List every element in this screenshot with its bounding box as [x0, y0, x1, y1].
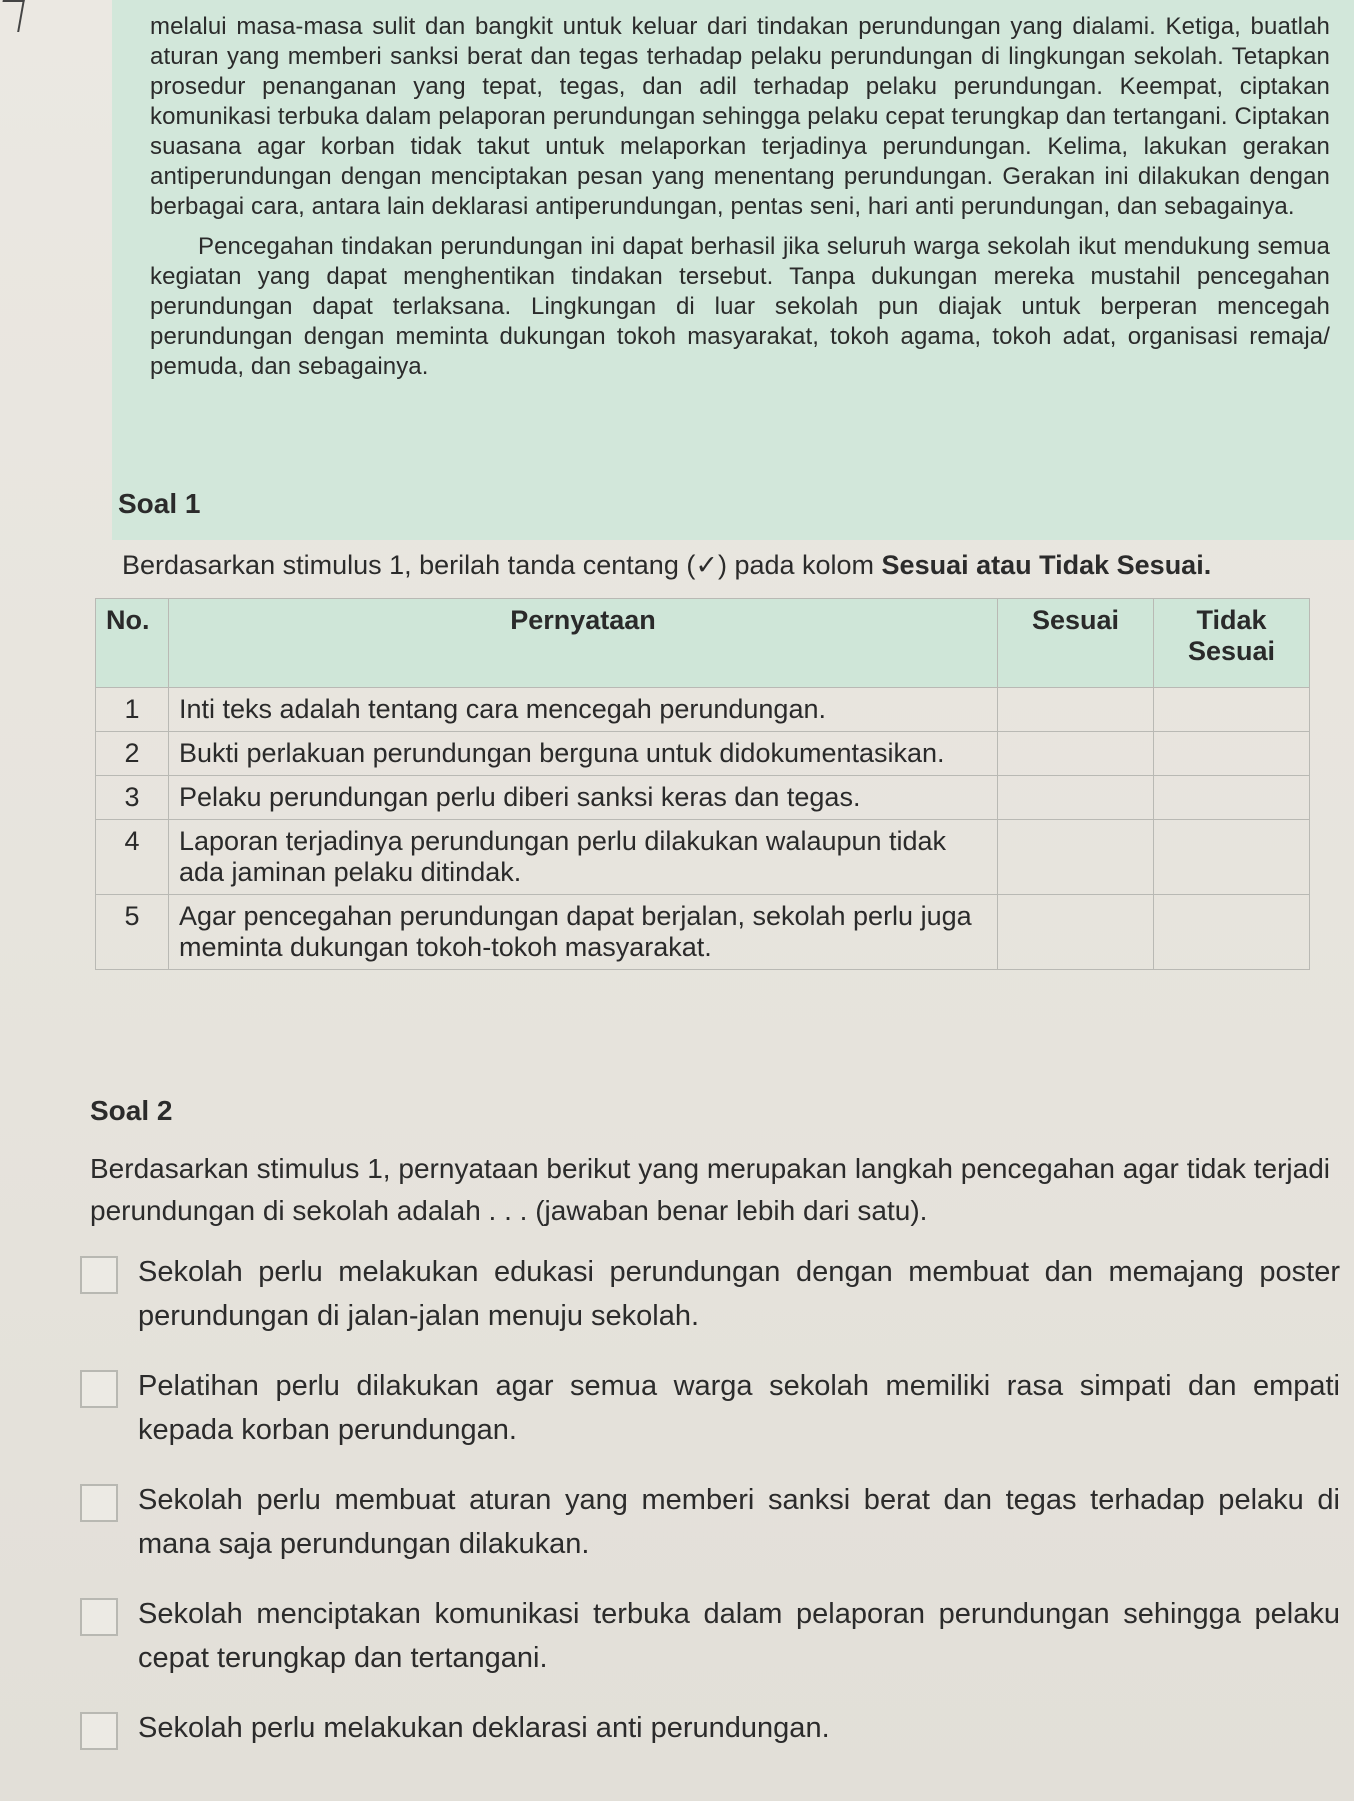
check-sesuai-1[interactable]: [998, 688, 1154, 732]
row-number: 5: [96, 895, 169, 970]
table-header-row: [96, 599, 1310, 688]
row-number: 4: [96, 820, 169, 895]
table-row: [96, 776, 1310, 820]
soal1-instruction: [122, 550, 1211, 581]
table-row: [96, 895, 1310, 970]
option-item: [80, 1364, 1340, 1452]
option-checkbox-1[interactable]: [80, 1256, 118, 1294]
check-tidak-sesuai-1[interactable]: [1154, 688, 1310, 732]
option-item: [80, 1478, 1340, 1566]
soal2-question-text: Berdasarkan stimulus 1, pernyataan berikut yang merupakan langkah pencegahan agar tidak terjadi perundungan di sekolah adalah . . . (jawaban benar lebih dari satu).: [90, 1153, 1330, 1226]
option-text: Sekolah perlu membuat aturan yang memberi sanksi berat dan tegas terhadap pelaku di mana saja perundungan dilakukan.: [138, 1484, 1340, 1560]
check-sesuai-4[interactable]: [998, 820, 1154, 895]
soal1-table: [95, 598, 1310, 970]
check-tidak-sesuai-2[interactable]: [1154, 732, 1310, 776]
option-item: [80, 1592, 1340, 1680]
soal1-label: Soal 1: [118, 488, 201, 519]
check-tidak-sesuai-5[interactable]: [1154, 895, 1310, 970]
table-row: [96, 732, 1310, 776]
soal1-instruction-bold: Sesuai atau Tidak Sesuai.: [881, 550, 1212, 580]
header-sesuai: Sesuai: [998, 599, 1154, 688]
row-statement: Pelaku perundungan perlu diberi sanksi keras dan tegas.: [169, 776, 998, 820]
row-number: 1: [96, 688, 169, 732]
check-tidak-sesuai-4[interactable]: [1154, 820, 1310, 895]
table-row: [96, 688, 1310, 732]
page-corner-mark: [0, 0, 25, 32]
stimulus-paragraph-2: Pencegahan tindakan perundungan ini dapat berhasil jika seluruh warga sekolah ikut mendukung semua kegiatan yang dapat menghentikan tindakan tersebut. Tanpa dukungan mereka mustahil pencegahan perundungan dapat terlaksana. Lingkungan di luar sekolah pun diajak untuk berperan mencegah perundungan dengan meminta dukungan tokoh masyarakat, tokoh agama, tokoh adat, organisasi remaja/ pemuda, dan sebagainya.: [150, 233, 1330, 380]
soal2-options: [80, 1250, 1340, 1776]
table-row: [96, 820, 1310, 895]
row-statement: Inti teks adalah tentang cara mencegah perundungan.: [169, 688, 998, 732]
header-tidak-sesuai: Tidak Sesuai: [1154, 599, 1310, 688]
option-checkbox-4[interactable]: [80, 1598, 118, 1636]
check-sesuai-2[interactable]: [998, 732, 1154, 776]
header-statement: Pernyataan: [169, 599, 998, 688]
option-item: [80, 1250, 1340, 1338]
option-text: Sekolah perlu melakukan edukasi perundungan dengan membuat dan memajang poster perundungan di jalan-jalan menuju sekolah.: [138, 1256, 1340, 1332]
row-statement: Agar pencegahan perundungan dapat berjalan, sekolah perlu juga meminta dukungan tokoh-tokoh masyarakat.: [169, 895, 998, 970]
option-text: Pelatihan perlu dilakukan agar semua warga sekolah memiliki rasa simpati dan empati kepada korban perundungan.: [138, 1370, 1340, 1446]
header-no: No.: [96, 599, 169, 688]
stimulus-paragraph-1: melalui masa-masa sulit dan bangkit untuk keluar dari tindakan perundungan yang dialami. Ketiga, buatlah aturan yang memberi sanksi berat dan tegas terhadap pelaku perundungan di lingkungan sekolah. Tetapkan prosedur penanganan yang tepat, tegas, dan adil terhadap pelaku perundungan. Keempat, ciptakan komunikasi terbuka dalam pelaporan perundungan sehingga pelaku cepat terungkap dan tertangani. Ciptakan suasana agar korban tidak takut untuk melaporkan terjadinya perundungan. Kelima, lakukan gerakan antiperundungan dengan menciptakan pesan yang menentang perundungan. Gerakan ini dilakukan dengan berbagai cara, antara lain deklarasi antiperundungan, pentas seni, hari anti perundungan, dan sebagainya.: [150, 13, 1330, 220]
option-checkbox-5[interactable]: [80, 1712, 118, 1750]
row-number: 2: [96, 732, 169, 776]
check-tidak-sesuai-3[interactable]: [1154, 776, 1310, 820]
row-statement: Laporan terjadinya perundungan perlu dilakukan walaupun tidak ada jaminan pelaku ditindak.: [169, 820, 998, 895]
option-item: [80, 1706, 1340, 1750]
option-checkbox-2[interactable]: [80, 1370, 118, 1408]
stimulus-text: [150, 12, 1330, 382]
option-text: Sekolah perlu melakukan deklarasi anti perundungan.: [138, 1712, 830, 1744]
soal2-label: Soal 2: [90, 1095, 173, 1126]
soal2-question: [90, 1148, 1330, 1232]
soal1-instruction-prefix: Berdasarkan stimulus 1, berilah tanda centang (✓) pada kolom: [122, 550, 882, 580]
row-statement: Bukti perlakuan perundungan berguna untuk didokumentasikan.: [169, 732, 998, 776]
option-text: Sekolah menciptakan komunikasi terbuka dalam pelaporan perundungan sehingga pelaku cepat terungkap dan tertangani.: [138, 1598, 1340, 1674]
option-checkbox-3[interactable]: [80, 1484, 118, 1522]
check-sesuai-5[interactable]: [998, 895, 1154, 970]
row-number: 3: [96, 776, 169, 820]
check-sesuai-3[interactable]: [998, 776, 1154, 820]
